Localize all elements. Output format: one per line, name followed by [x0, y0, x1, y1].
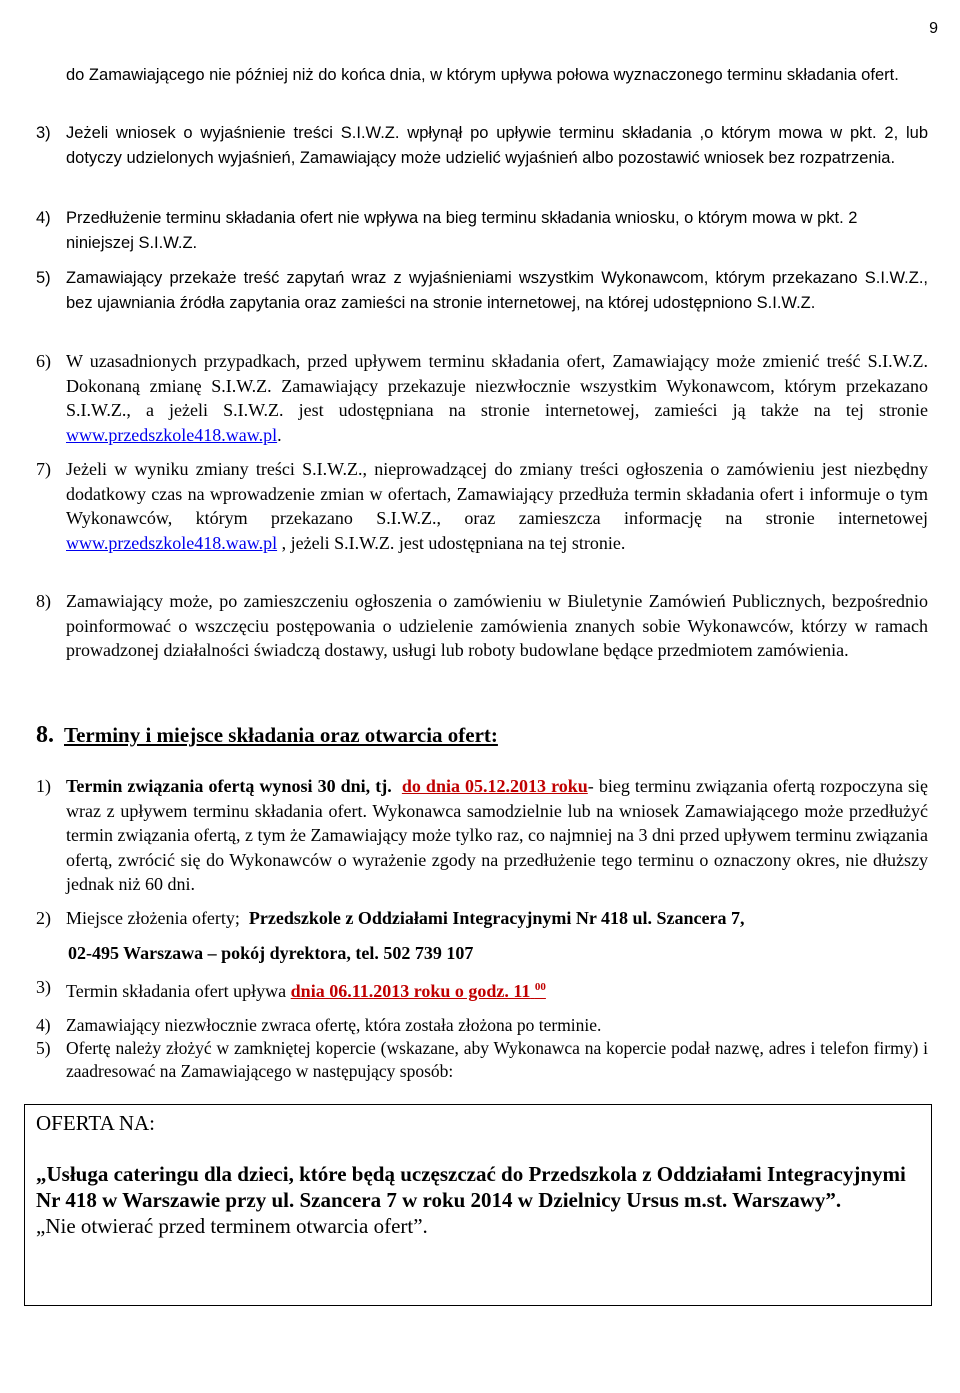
box-title: „Usługa cateringu dla dzieci, które będą uczęszczać do Przedszkola z Oddziałami Integracyjnymi Nr 418 w Warszawie przy ul. Szancera 7 w roku 2014 w Dzielnicy Ursus m.st. Warszawy”.: [36, 1162, 906, 1212]
address-line-2: 02-495 Warszawa – pokój dyrektora, tel. 502 739 107: [68, 943, 474, 963]
list-text-end: , jeżeli S.I.W.Z. jest udostępniana na tej stronie.: [277, 532, 626, 553]
address-line-1: Przedszkole z Oddziałami Integracyjnymi Nr 418 ul. Szancera 7,: [248, 908, 745, 928]
paragraph-continuation: [36, 63, 958, 88]
list-text: Zamawiający przekaże treść zapytań wraz z wyjaśnieniami wszystkim Wykonawcom, którym przekazano S.I.W.Z., bez ujawniania źródła zapytania oraz zamieści na stronie internetowej, na której udostępniono S.I.W.Z.: [66, 269, 928, 312]
list-text: Miejsce złożenia oferty;: [66, 908, 240, 928]
list-item: [36, 975, 928, 1004]
submission-deadline-text: dnia 06.11.2013 roku o godz. 11: [290, 981, 531, 1001]
list-number: 1): [36, 776, 51, 796]
list-item: [36, 906, 928, 931]
list-text-end: .: [277, 424, 282, 445]
list-item: [36, 589, 928, 663]
list-number: 3): [36, 124, 51, 142]
list-text: Jeżeli w wyniku zmiany treści S.I.W.Z., nieprowadzącej do zmiany treści ogłoszenia o zamówieniu jest niezbędny dodatkowy czas na wprowadzenie zmian w ofertach, Zamawiający przedłuża termin składania ofert i informuje o tym Wykonawców, którym przekazano S.I.W.Z., oraz zamieszcza informację na stronie internetowej: [66, 459, 928, 528]
submission-deadline: [291, 981, 546, 1001]
list-text: Ofertę należy złożyć w zamkniętej kopercie (wskazane, aby Wykonawca na kopercie podał nazwę, adres i telefon firmy) i zaadresować na Zamawiającego w następujący sposób:: [66, 1038, 928, 1081]
list-number: 5): [36, 1038, 51, 1058]
website-link[interactable]: www.przedszkole418.waw.pl: [66, 424, 278, 445]
list-number: 6): [36, 351, 51, 371]
section-heading: [36, 722, 498, 749]
list-item: [36, 774, 928, 897]
list-item: [36, 1037, 928, 1082]
list-text: Zamawiający niezwłocznie zwraca ofertę, która została złożona po terminie.: [66, 1015, 602, 1035]
list-item: [36, 1014, 928, 1036]
list-number: 5): [36, 269, 51, 287]
list-text: W uzasadnionych przypadkach, przed upływem terminu składania ofert, Zamawiający może zmienić treść S.I.W.Z. Dokonaną zmianę S.I.W.Z. Zamawiający przekazuje niezwłocznie wszystkim Wykonawcom, którym przekazano S.I.W.Z., a jeżeli S.I.W.Z. jest udostępniana na stronie internetowej, zamieści ją także na tej stronie: [66, 351, 928, 420]
list-number: 7): [36, 459, 51, 479]
list-text: - bieg terminu związania ofertą rozpoczyna się wraz z upływem terminu składania ofert.: [66, 776, 929, 821]
list-text: Jeżeli wniosek o wyjaśnienie treści S.I.W.Z. wpłynął po upływie terminu składania ,o którym mowa w pkt. 2, lub dotyczy udzielonych wyjaśnień, Zamawiający może udzielić wyjaśnień albo pozostawić wniosek bez rozpatrzenia.: [66, 124, 928, 167]
list-item: [36, 349, 928, 447]
list-number: 2): [36, 908, 51, 928]
box-header: OFERTA NA:: [36, 1111, 155, 1135]
binding-deadline: do dnia 05.12.2013 roku: [401, 776, 588, 796]
list-text-more: Wykonawca samodzielnie lub na wniosek Zamawiającego może przedłużyć termin związania ofertą, z tym że Zamawiający może tylko raz, co najmniej na 3 dni przed upływem terminu związania ofertą, zwrócić się do Wykonawców o wyrażenie zgody na przedłużenie tego terminu o oznaczony okres, nie dłuższy jednak niż 60 dni.: [66, 800, 929, 894]
list-item: [36, 266, 928, 315]
list-item: [36, 457, 928, 555]
binding-term-label: Termin związania ofertą wynosi 30 dni, tj.: [66, 776, 392, 796]
list-text: Zamawiający może, po zamieszczeniu ogłoszenia o zamówieniu w Biuletynie Zamówień Publicznych, bezpośrednio poinformować o wszczęciu postępowania o udzielenie zamówienia znanych sobie Wykonawców, którzy w ramach prowadzonej działalności świadczą dostawy, usługi lub roboty budowlane będące przedmiotem zamówienia.: [66, 591, 928, 660]
submission-deadline-minutes: 00: [534, 981, 546, 993]
website-link[interactable]: www.przedszkole418.waw.pl: [66, 532, 278, 553]
list-text: Przedłużenie terminu składania ofert nie wpływa na bieg terminu składania wniosku, o którym mowa w pkt. 2 niniejszej S.I.W.Z.: [66, 209, 858, 252]
envelope-box: [24, 1104, 932, 1306]
list-item: [36, 121, 928, 170]
list-text: Termin składania ofert upływa: [66, 981, 287, 1001]
list-number: 8): [36, 591, 51, 611]
paragraph-text: do Zamawiającego nie później niż do końca dnia, w którym upływa połowa wyznaczonego terminu składania ofert.: [66, 66, 899, 84]
list-number: 4): [36, 1015, 51, 1035]
list-number: 4): [36, 209, 51, 227]
box-note: „Nie otwierać przed terminem otwarcia ofert”.: [36, 1214, 428, 1238]
section-number: 8.: [36, 722, 54, 748]
list-number: 3): [36, 977, 51, 997]
page-number: 9: [929, 20, 938, 37]
section-title: Terminy i miejsce składania oraz otwarcia ofert:: [64, 723, 498, 747]
list-item: [36, 206, 928, 255]
